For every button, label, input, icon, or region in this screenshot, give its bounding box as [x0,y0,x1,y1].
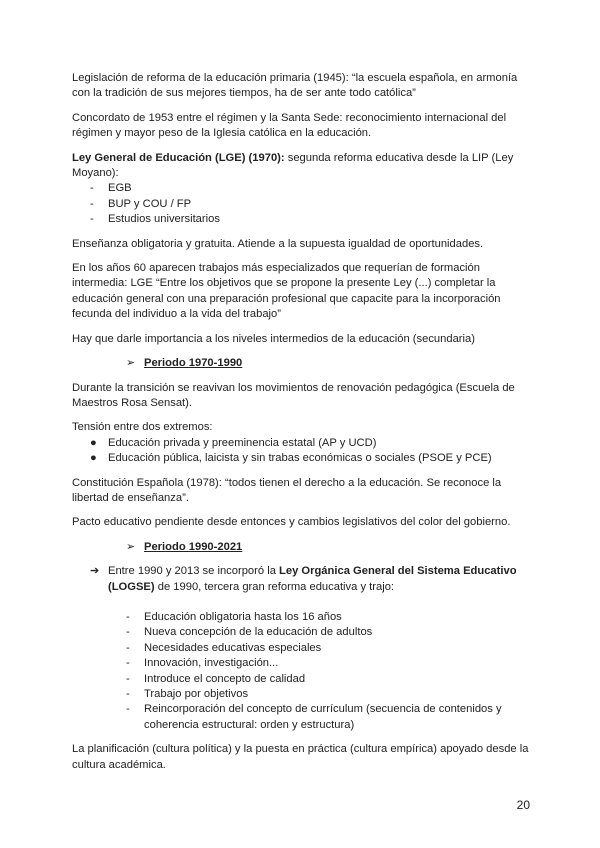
paragraph-anos-60: En los años 60 aparecen trabajos más especializados que requerían de formación intermedia: LGE “Entre los objetivos que se propone la presente Ley (...) completar la educación general con una preparación profesional que capacite para la incorporación fecunda del individuo a la vida del trabajo” [72,262,501,321]
paragraph-primaria-1945: Legislación de reforma de la educación primaria (1945): “la escuela española, en armonía con la tradición de sus mejores tiempos, ha de ser ante todo católica” [72,72,518,100]
arrow-right-icon: ➔ [90,565,100,578]
logse-list [72,610,534,733]
list-item: - Estudios universitarios [90,213,220,226]
list-item: - Introduce el concepto de calidad [126,672,306,685]
page-number: 20 [516,798,530,812]
list-item: ● Educación pública, laicista y sin trabas económicas o sociales (PSOE y PCE) [90,452,492,465]
paragraph-planificacion: La planificación (cultura política) y la puesta en práctica (cultura empírica) apoyado desde la cultura académica. [72,743,529,771]
paragraph-lge [72,151,534,182]
arrowhead-icon: ➢ [126,357,136,370]
list-item: - Nueva concepción de la educación de adultos [126,626,373,639]
heading-periodo-1990: ➢ Periodo 1990-2021 [72,540,534,555]
tension-list [72,436,534,467]
lge-description: segunda reforma educativa desde la LIP (Ley Moyano): [72,151,514,180]
paragraph-obligatoria: Enseñanza obligatoria y gratuita. Atiende a la supuesta igualdad de oportunidades. [72,237,484,250]
heading-periodo-1970: ➢ Periodo 1970-1990 [72,356,534,371]
list-item: - Educación obligatoria hasta los 16 años [126,610,342,623]
list-item: - Necesidades educativas especiales [126,641,322,654]
list-item: - Reincorporación del concepto de currículum (secuencia de contenidos y coherencia estructural: orden y estructura) [126,703,502,731]
lge-list [72,181,534,227]
arrowhead-icon: ➢ [126,540,136,553]
list-item: - BUP y COU / FP [90,197,192,210]
paragraph-constitucion: Constitución Española (1978): “todos tienen el derecho a la educación. Se reconoce la libertad de enseñanza”. [72,476,502,504]
paragraph-transicion: Durante la transición se reavivan los movimientos de renovación pedagógica (Escuela de Maestros Rosa Sensat). [72,381,515,409]
paragraph-tension: Tensión entre dos extremos: [72,421,213,434]
list-item: ● Educación privada y preeminencia estatal (AP y UCD) [90,436,377,449]
lge-title: Ley General de Educación (LGE) (1970): [72,151,285,164]
page-content [72,71,534,782]
paragraph-pacto: Pacto educativo pendiente desde entonces y cambios legislativos del color del gobierno. [72,516,511,529]
list-item: - Innovación, investigación... [126,657,279,670]
list-item: - Trabajo por objetivos [126,688,249,700]
list-item: - EGB [90,182,132,195]
logse-title: Ley Orgánica General del Sistema Educativo (LOGSE) [108,565,517,593]
logse-item: ➔ Entre 1990 y 2013 se incorporó la Ley Orgánica General del Sistema Educativo (LOGSE) de 1990, tercera gran reforma educativa y trajo: [90,565,517,593]
paragraph-concordato: Concordato de 1953 entre el régimen y la Santa Sede: reconocimiento internacional del régimen y mayor peso de la Iglesia católica en la educación. [72,111,507,140]
paragraph-niveles: Hay que darle importancia a los niveles intermedios de la educación (secundaria) [72,332,475,345]
